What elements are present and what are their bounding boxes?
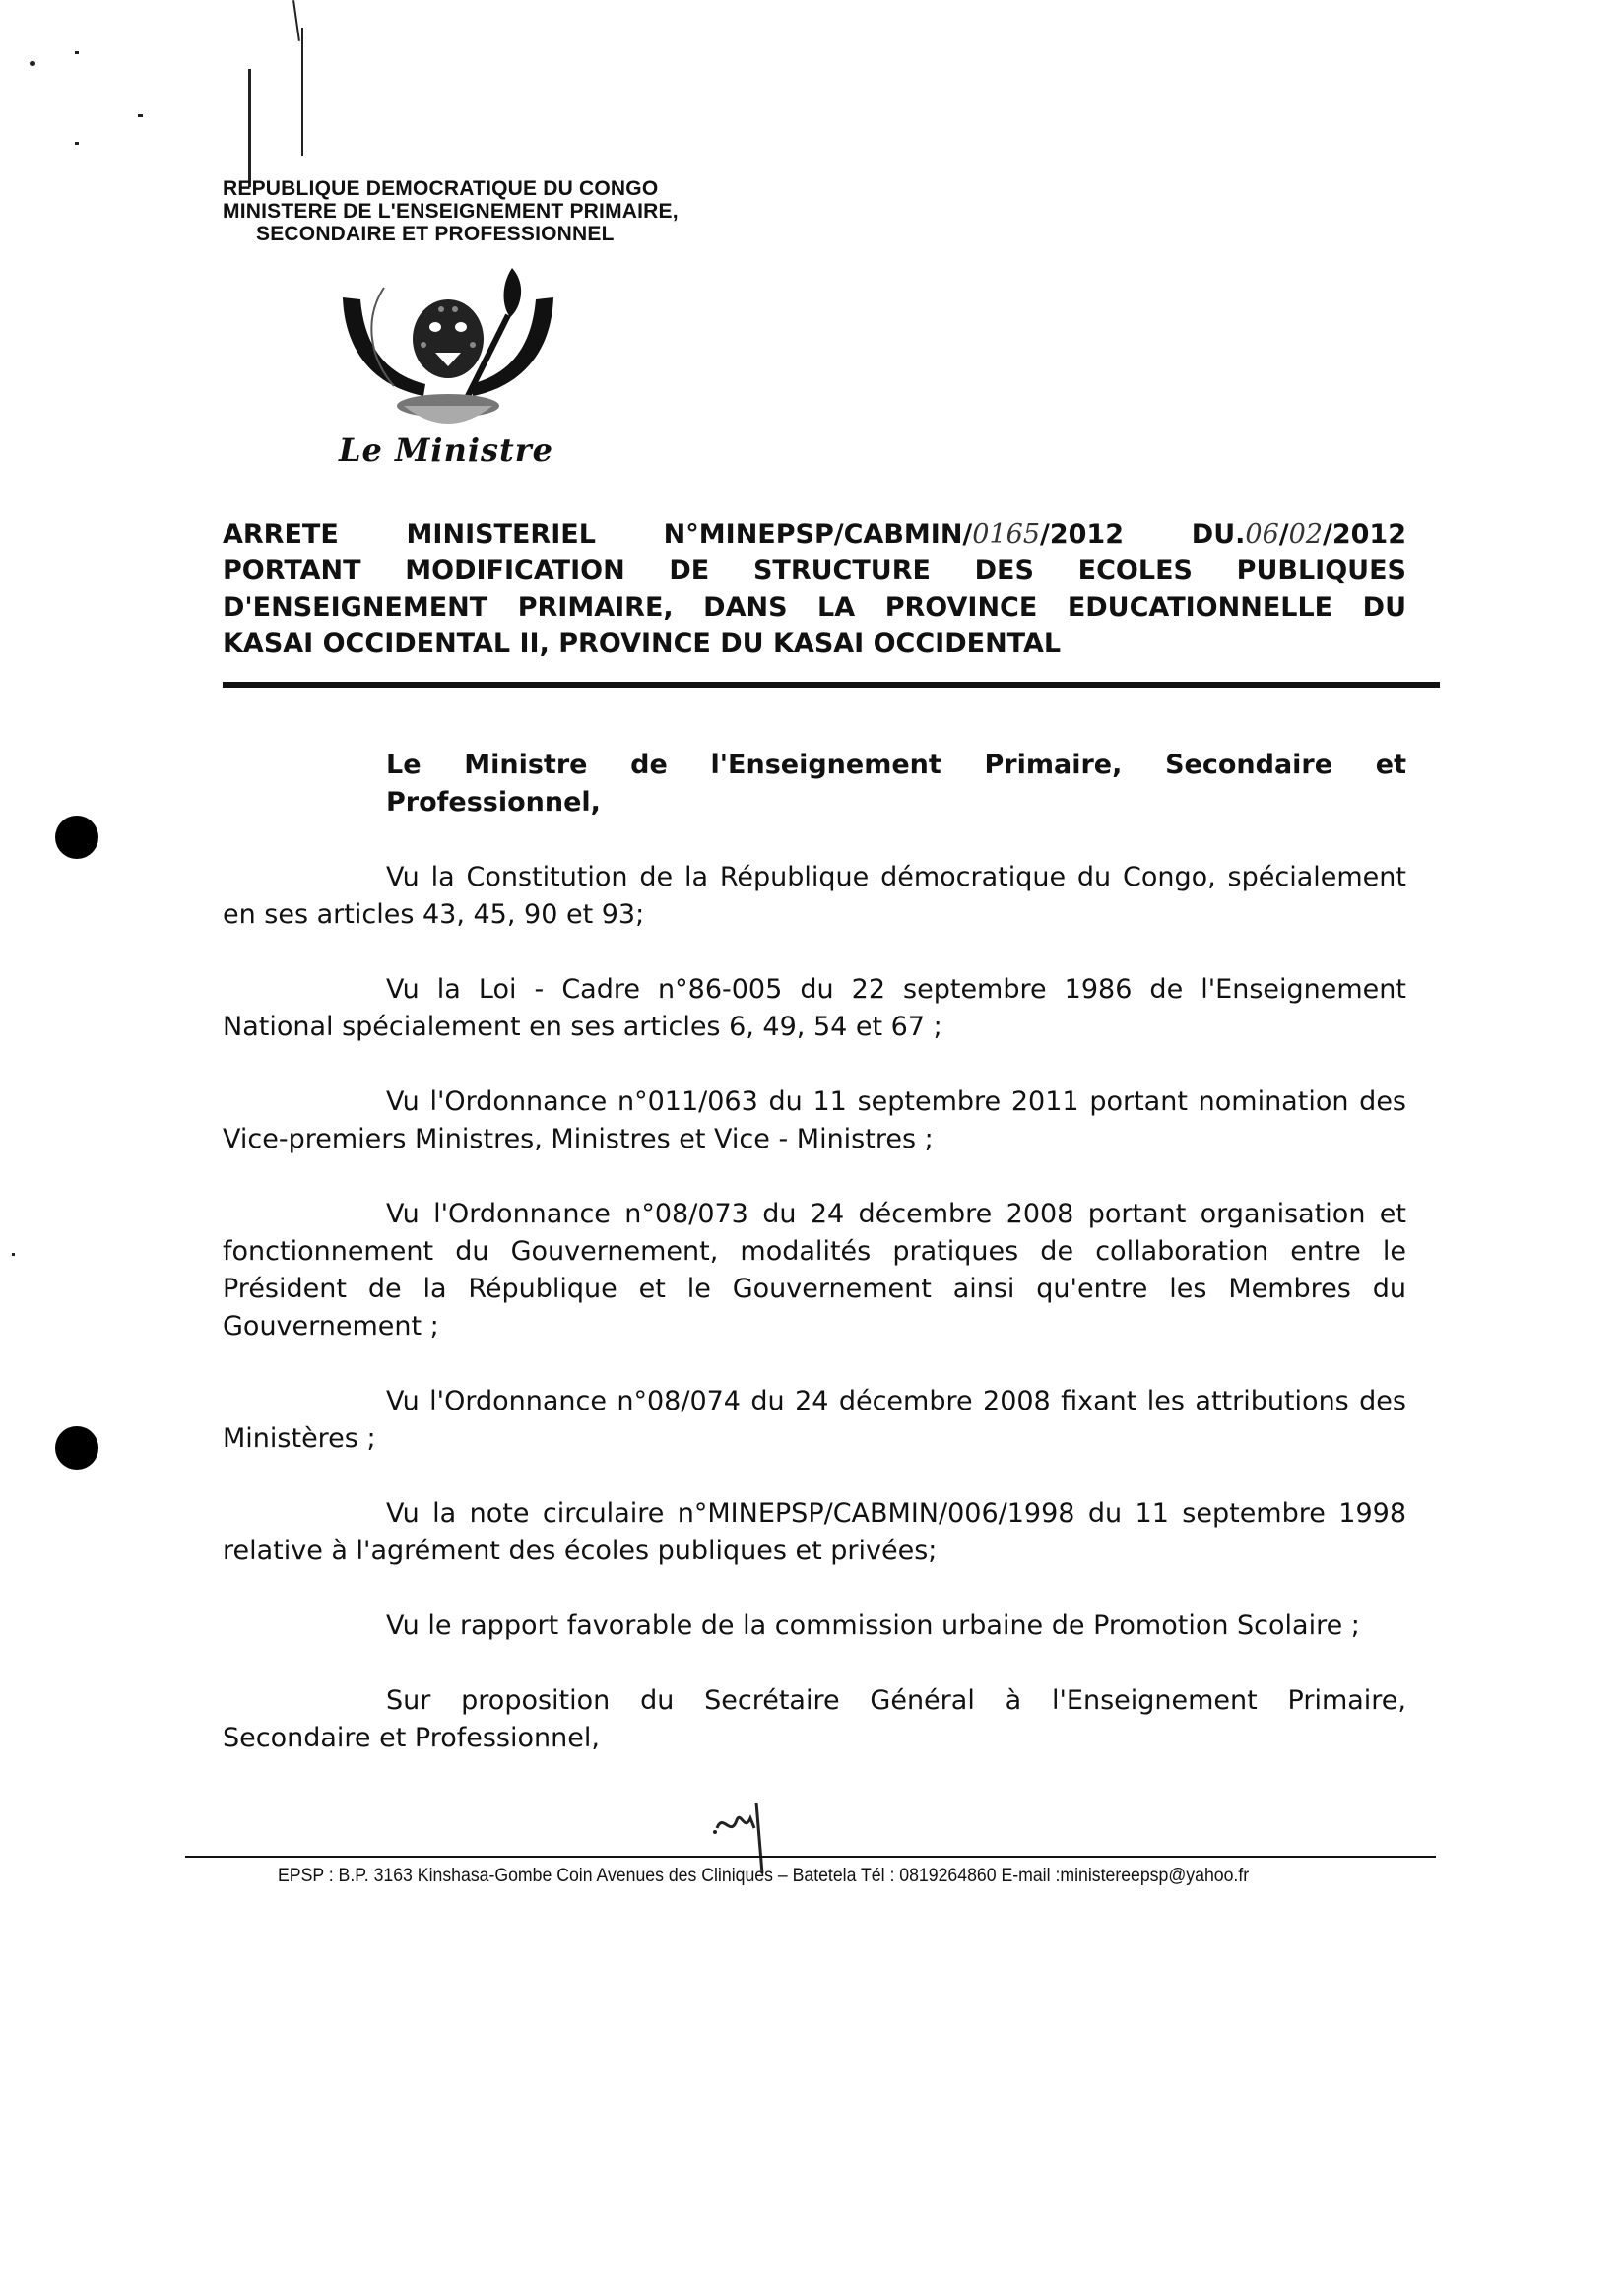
consideration-paragraph: Vu l'Ordonnance n°011/063 du 11 septembre 2011 portant nomination des Vice-premiers Ministres, Ministres et Vice - Ministres ; xyxy=(223,1086,1406,1154)
scan-mark xyxy=(292,0,300,41)
coat-of-arms-icon xyxy=(325,258,571,455)
consideration-paragraph: Vu la Loi - Cadre n°86-005 du 22 septembre 1986 de l'Enseignement National spécialement en ses articles 6, 49, 54 et 67 ; xyxy=(223,974,1406,1042)
scan-dot xyxy=(138,114,143,117)
title-suffix: /2012 xyxy=(1322,519,1406,550)
consideration-paragraph: Vu l'Ordonnance n°08/073 du 24 décembre 2008 portant organisation et fonctionnement du Gouvernement, modalités pratiques de collaboration entre le Président de la République et le Gouvernement ainsi qu'entre les Membres du Gouvernement ; xyxy=(223,1199,1406,1342)
scan-dot xyxy=(30,61,35,66)
scan-dot xyxy=(12,1253,15,1256)
footer-contact: EPSP : B.P. 3163 Kinshasa-Gombe Coin Avenues des Cliniques – Batetela Tél : 0819264860 E-mail :ministereepsp@yahoo.fr xyxy=(278,1866,1250,1886)
handwritten-date-day: 06 xyxy=(1245,519,1279,550)
scan-mark xyxy=(248,69,251,187)
scan-dot xyxy=(75,51,79,54)
title-mid: /2012 DU. xyxy=(1040,519,1246,550)
title-line-4: KASAI OCCIDENTAL II, PROVINCE DU KASAI OCCIDENTAL xyxy=(223,628,1062,659)
title-line-1 xyxy=(223,516,1406,553)
title-date-separator: / xyxy=(1278,519,1289,550)
letterhead-line-2: MINISTERE DE L'ENSEIGNEMENT PRIMAIRE, xyxy=(223,200,679,223)
letterhead-line-1: REPUBLIQUE DEMOCRATIQUE DU CONGO xyxy=(223,177,659,200)
considerations-list xyxy=(223,859,1406,1757)
intro-paragraph: Le Ministre de l'Enseignement Primaire, Secondaire et Professionnel, xyxy=(386,750,1406,818)
consideration-paragraph: Vu le rapport favorable de la commission urbaine de Promotion Scolaire ; xyxy=(386,1610,1360,1641)
consideration-paragraph: Sur proposition du Secrétaire Général à l'Enseignement Primaire, Secondaire et Professionnel, xyxy=(223,1685,1406,1753)
title-line-2: PORTANT MODIFICATION DE STRUCTURE DES ECOLES PUBLIQUES xyxy=(223,556,1406,586)
handwritten-date-month: 02 xyxy=(1288,519,1323,550)
consideration-paragraph: Vu la note circulaire n°MINEPSP/CABMIN/006/1998 du 11 septembre 1998 relative à l'agrément des écoles publiques et privées; xyxy=(223,1498,1406,1566)
title-prefix: ARRETE MINISTERIEL N°MINEPSP/CABMIN/ xyxy=(223,519,973,550)
letterhead xyxy=(223,177,679,245)
scan-mark xyxy=(301,28,303,156)
punch-hole xyxy=(55,816,98,859)
decree-title xyxy=(223,516,1406,662)
signature-title: Le Ministre xyxy=(339,431,554,469)
punch-hole xyxy=(55,1426,98,1470)
footer-divider xyxy=(185,1856,1436,1858)
handwritten-ref-number: 0165 xyxy=(972,519,1040,550)
consideration-paragraph: Vu l'Ordonnance n°08/074 du 24 décembre 2008 fixant les attributions des Ministères ; xyxy=(223,1386,1406,1454)
consideration-paragraph: Vu la Constitution de la République démocratique du Congo, spécialement en ses articles 43, 45, 90 et 93; xyxy=(223,862,1406,930)
scan-dot xyxy=(75,142,79,145)
title-divider xyxy=(223,682,1440,688)
letterhead-line-3: SECONDAIRE ET PROFESSIONNEL xyxy=(256,223,615,245)
title-line-3: D'ENSEIGNEMENT PRIMAIRE, DANS LA PROVINCE EDUCATIONNELLE DU xyxy=(223,592,1406,623)
